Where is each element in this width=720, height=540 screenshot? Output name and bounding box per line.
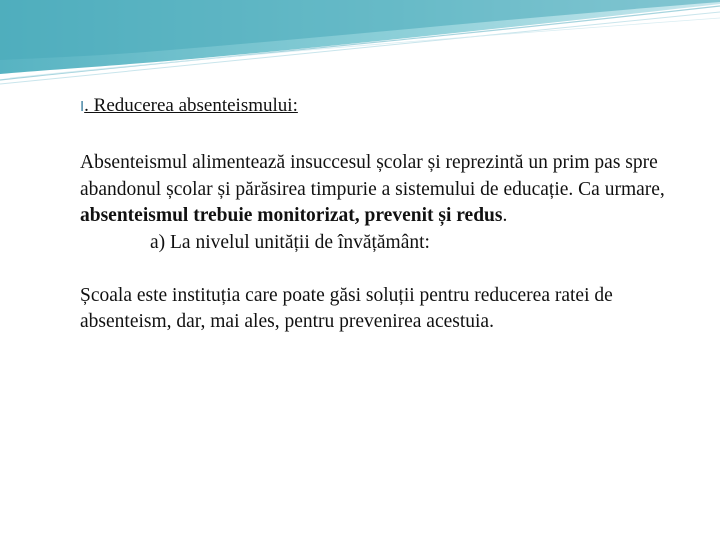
paragraph-school: Școala este instituția care poate găsi soluții pentru reducerea ratei de absenteism, dar, mai ales, pentru prevenirea acestuia.: [80, 284, 613, 332]
decorative-wave-header: [0, 0, 720, 90]
paragraph-1-bold: absenteismul trebuie monitorizat, prevenit și redus: [80, 205, 503, 226]
subheading-school-level: a) La nivelul unității de învățământ:: [150, 231, 430, 253]
section-numeral: I: [80, 98, 85, 115]
paragraph-spacer: [80, 256, 685, 283]
section-heading: [80, 94, 298, 119]
paragraph-1-text: Absenteismul alimentează insuccesul școlar și reprezintă un prim pas spre abandonul școlar și părăsirea timpurie a sistemului de educație. Ca urmare,: [80, 152, 665, 200]
paragraph-1-end: .: [502, 205, 508, 226]
body-text: [80, 150, 685, 336]
section-title: . Reducerea absenteismului:: [84, 95, 298, 116]
paragraph-absenteeism: [80, 150, 685, 230]
